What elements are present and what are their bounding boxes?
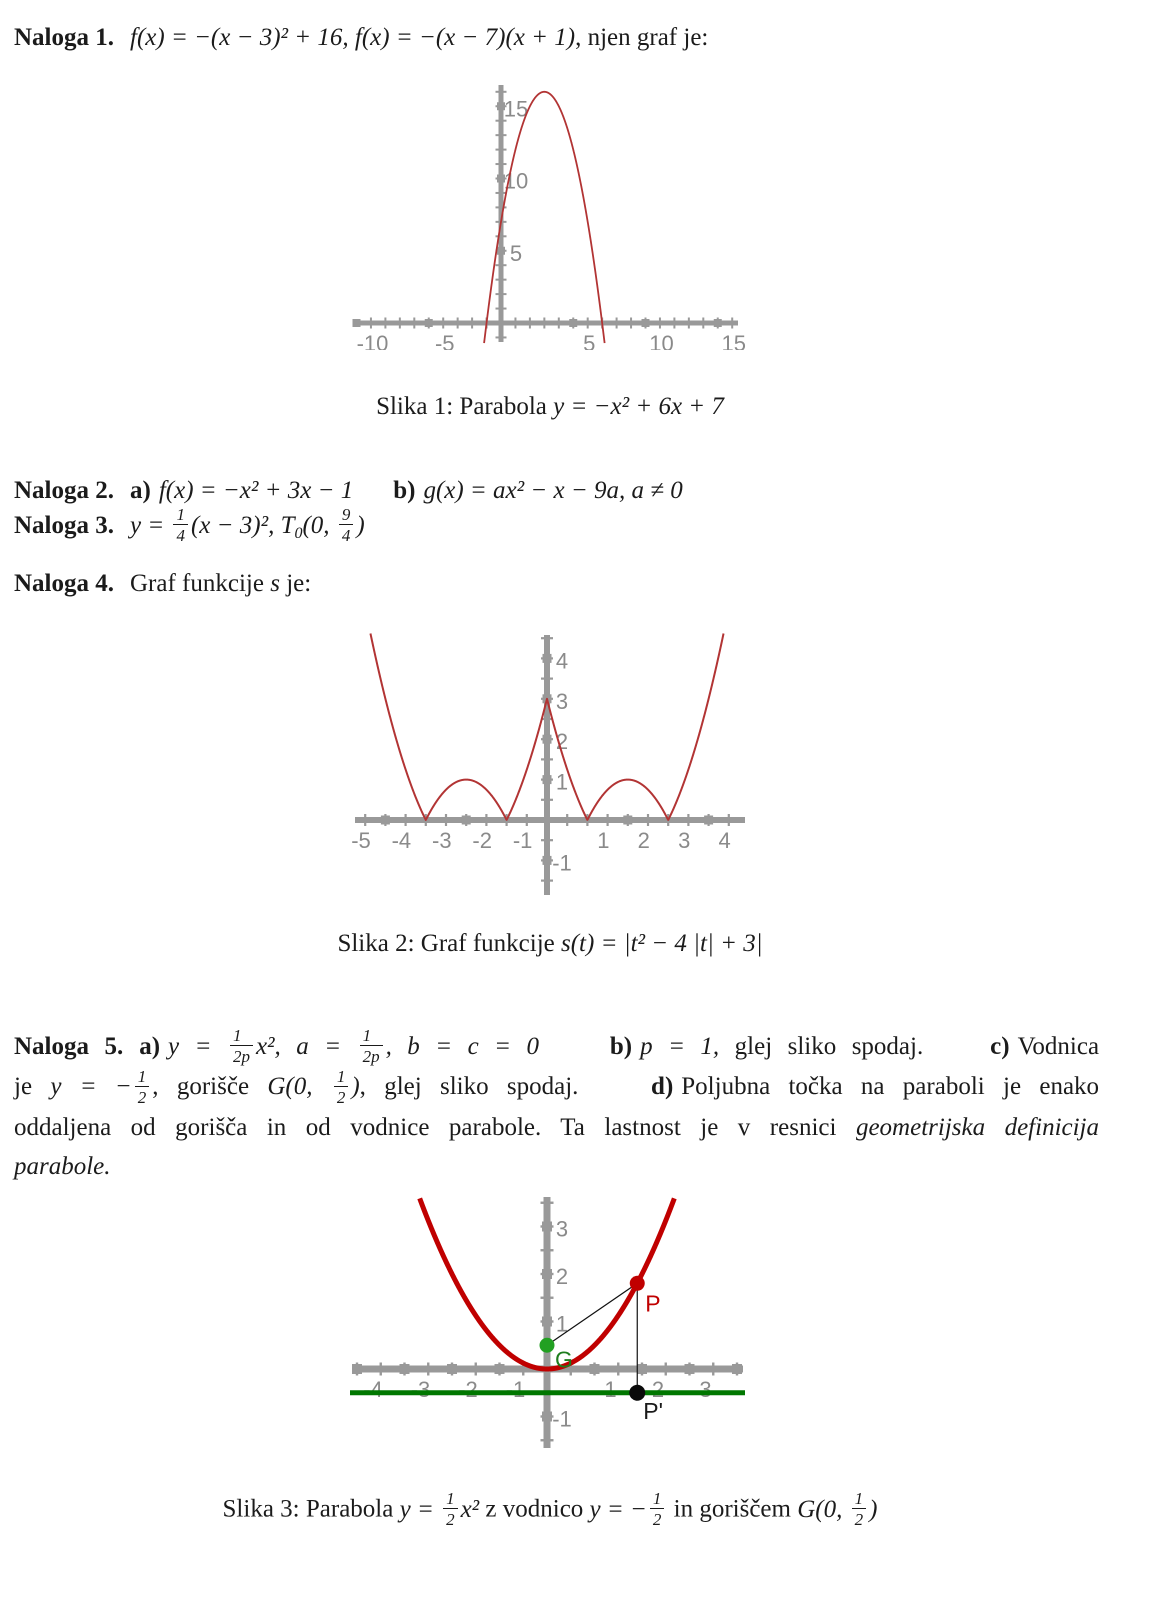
naloga4-line (14, 570, 311, 598)
figure1-caption (0, 392, 1100, 422)
fraction-1-2: $\frac{1}{2}$ (650, 1490, 665, 1528)
figure3-caption: Slika 3: Parabola y = $\frac{1}{2}$ x² z vodnico y = − $\frac{1}{2}$ in goriščem G(0, $\frac{1}{2}$ ) (222, 1489, 878, 1529)
figure3-caption-text1: Parabola (305, 1495, 394, 1523)
fraction-1-4: $\frac{1}{4}$ (173, 506, 188, 544)
svg-text:3: 3 (555, 1216, 569, 1242)
figure2-abs-function-graph (340, 612, 760, 902)
svg-text:5: 5 (509, 240, 523, 266)
fraction-1-2: $\frac{1}{2}$ (443, 1490, 458, 1528)
svg-text:2: 2 (651, 1377, 665, 1402)
naloga2-b-formula: g(x) = ax² − x − 9a, a ≠ 0 (423, 477, 683, 504)
svg-text:4: 4 (555, 648, 569, 674)
svg-text:-3: -3 (432, 828, 452, 853)
naloga1-tail: , njen graf je: (575, 24, 709, 51)
figure3-plot (340, 1162, 760, 1454)
naloga5-emphasis-2: parabole. (14, 1153, 111, 1181)
fraction-1-2: $\frac{1}{2}$ (135, 1068, 150, 1106)
figure2-caption (0, 929, 1100, 959)
figure1-caption-text: Parabola (459, 393, 547, 420)
naloga5-d-label: d) (651, 1073, 674, 1101)
svg-text:15: 15 (503, 96, 529, 122)
naloga1-label: Naloga 1. (14, 24, 114, 51)
svg-text:-5: -5 (434, 331, 455, 350)
svg-text:-1: -1 (505, 1377, 526, 1402)
svg-text:1: 1 (555, 1311, 569, 1337)
svg-text:4: 4 (718, 828, 731, 853)
naloga5-line1: Naloga 5. a) y = $\frac{1}{2p}$ x², a = $\frac{1}{2p}$ , b = c = 0 b) p = 1, glej sliko spodaj. c) Vodnica (14, 1026, 1100, 1067)
naloga5-b-label: b) (609, 1033, 633, 1060)
svg-text:5: 5 (583, 331, 596, 350)
svg-text:-3: -3 (410, 1377, 431, 1402)
naloga5-line3: oddaljena od gorišča in od vodnice parabole. Ta lastnost je v resnici geometrijska definicija (14, 1113, 1100, 1141)
figure1-plot (340, 78, 760, 350)
naloga2-label: Naloga 2. (14, 477, 114, 504)
naloga4-var: s (270, 570, 280, 597)
figure3-caption-prefix: Slika 3: (222, 1495, 300, 1523)
fraction-1-2p: $\frac{1}{2p}$ (230, 1027, 253, 1065)
naloga5-b-formula: p = 1, (640, 1033, 720, 1060)
fraction-1-2: $\frac{1}{2}$ (334, 1068, 349, 1106)
naloga3-line (14, 505, 365, 546)
svg-text:2: 2 (637, 828, 650, 853)
svg-text:-2: -2 (472, 828, 492, 853)
naloga5-label: Naloga 5. (14, 1033, 124, 1060)
svg-text:-1: -1 (552, 1406, 572, 1432)
svg-text:-5: -5 (351, 828, 371, 853)
svg-text:-4: -4 (363, 1377, 383, 1402)
naloga5-emphasis: geometrijska definicija (855, 1113, 1100, 1141)
svg-text:3: 3 (699, 1377, 712, 1402)
figure2-caption-text: Graf funkcije (420, 930, 555, 957)
svg-text:-1: -1 (512, 828, 533, 853)
figure2-caption-prefix: Slika 2: (337, 930, 415, 957)
figure2-plot (340, 612, 760, 902)
svg-text:10: 10 (649, 331, 674, 350)
fraction-1-2p: $\frac{1}{2p}$ (360, 1027, 383, 1065)
figure3-parabola-focus-directrix-graph (340, 1162, 760, 1454)
naloga2-a-label: a) (130, 477, 151, 504)
naloga2-a-formula: f(x) = −x² + 3x − 1 (158, 477, 354, 504)
figure1-caption-prefix: Slika 1: (376, 393, 454, 420)
svg-text:-4: -4 (391, 828, 412, 853)
naloga5-line2: je y = − $\frac{1}{2}$ , gorišče G(0, $\frac{1}{2}$ ), glej sliko spodaj. d) Poljubna točka na paraboli je enako (14, 1066, 1100, 1107)
fraction-1-2: $\frac{1}{2}$ (852, 1490, 867, 1528)
fraction-9-4: $\frac{9}{4}$ (339, 506, 354, 544)
naloga2-b-label: b) (393, 477, 416, 504)
naloga5-c-text: Vodnica (1017, 1033, 1100, 1060)
svg-text:3: 3 (678, 828, 691, 853)
svg-text:15: 15 (721, 331, 746, 350)
figure3-caption-text2: z vodnico (485, 1495, 584, 1523)
figure1-caption-formula: y = −x² + 6x + 7 (553, 393, 724, 420)
svg-text:-2: -2 (458, 1377, 478, 1402)
naloga5-d-text: Poljubna točka na paraboli je enako (681, 1073, 1100, 1101)
naloga5-a-label: a) (139, 1033, 161, 1060)
naloga3-formula: y = $\frac{1}{4}$ (x − 3)², $T_0(0$, $\frac{9}{4}$ ) (130, 505, 365, 545)
svg-text:10: 10 (503, 168, 529, 194)
naloga1-line (14, 24, 708, 52)
naloga3-label: Naloga 3. (14, 511, 114, 539)
figure1-parabola-graph (340, 78, 760, 350)
naloga4-text1: Graf funkcije (130, 570, 264, 597)
svg-text:1: 1 (597, 828, 610, 853)
svg-text:P': P' (643, 1397, 663, 1424)
svg-text:-1: -1 (552, 850, 572, 876)
naloga1-formula: f(x) = −(x − 3)² + 16, f(x) = −(x − 7)(x + 1) (130, 24, 576, 51)
naloga5-b-text: glej sliko spodaj. (734, 1033, 924, 1060)
svg-text:1: 1 (604, 1377, 617, 1402)
naloga4-label: Naloga 4. (14, 570, 114, 597)
svg-text:1: 1 (555, 769, 569, 795)
svg-text:-10: -10 (356, 331, 389, 350)
svg-text:2: 2 (555, 729, 569, 755)
svg-text:P: P (645, 1290, 661, 1317)
svg-text:3: 3 (555, 688, 569, 714)
naloga2-line (14, 477, 683, 505)
svg-text:G: G (555, 1346, 573, 1373)
naloga5-c-label: c) (990, 1033, 1010, 1060)
figure3-caption-text3: in goriščem (673, 1495, 791, 1523)
svg-text:2: 2 (555, 1264, 569, 1289)
naloga4-text2: je: (286, 570, 312, 597)
figure2-caption-formula: s(t) = |t² − 4 |t| + 3| (561, 930, 763, 957)
